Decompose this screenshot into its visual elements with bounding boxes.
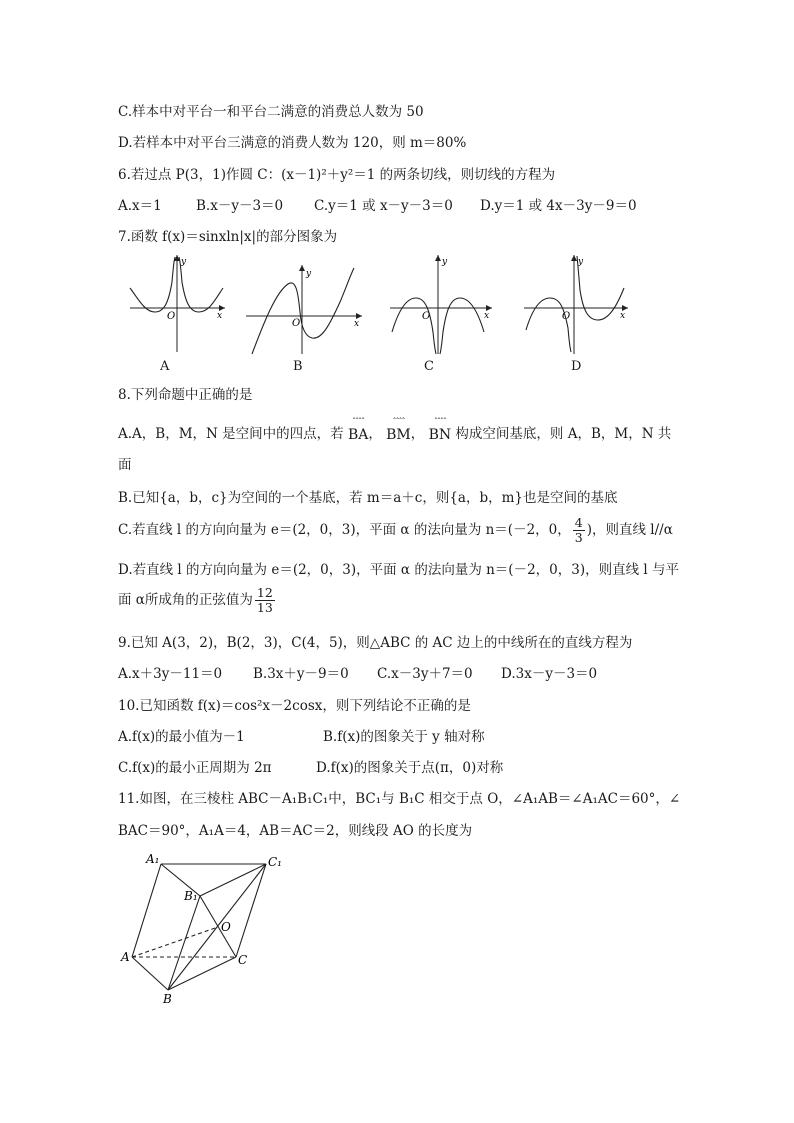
graph-label-c: C	[424, 359, 434, 374]
graph-label-b: B	[293, 359, 303, 374]
option-9d: D.3x－y－3＝0	[501, 666, 598, 682]
option-8c: C.若直线 l 的方向向量为 e＝(2，0，3)，平面 α 的法向量为 n＝(－2，0， $\frac{4}{3}$ )，则直线 l//α	[118, 515, 673, 545]
option-10c: C.f(x)的最小正周期为 2π	[118, 760, 272, 776]
option-9a: A.x＋3y－11＝0	[118, 666, 223, 682]
question-11: 11.如图，在三棱柱 ABC－A₁B₁C₁中，BC₁与 B₁C 相交于点 O，∠A₁AB＝∠A₁AC＝60°，∠	[118, 791, 681, 807]
svg-text:C₁: C₁	[268, 855, 282, 869]
svg-text:O: O	[221, 920, 231, 934]
option-8b: B.已知{a，b，c}为空间的一个基底，若 m＝a＋c，则{a，b，m}也是空间的基底	[118, 490, 618, 506]
vector-bm: ˆˆˆˆ BM	[386, 417, 411, 443]
graph-b	[244, 262, 364, 357]
option-10b: B.f(x)的图象关于 y 轴对称	[323, 729, 485, 745]
fraction-12-13: $\frac{12}{13}$	[256, 585, 273, 615]
question-10: 10.已知函数 f(x)＝cos²x－2cosx，则下列结论不正确的是	[118, 698, 471, 714]
svg-text:A: A	[121, 950, 130, 964]
svg-text:B: B	[163, 992, 172, 1006]
svg-text:O: O	[167, 311, 176, 322]
question-11-cont: BAC＝90°，A₁A＝4，AB＝AC＝2，则线段 AO 的长度为	[118, 823, 473, 839]
option-6b: B.x－y－3＝0	[196, 198, 284, 214]
option-10d: D.f(x)的图象关于点(π，0)对称	[316, 760, 504, 776]
svg-text:O: O	[562, 311, 571, 322]
vector-bn: ˆˆˆˆ BN	[428, 417, 452, 443]
option-8a-cont: 面	[118, 457, 132, 473]
svg-text:y: y	[306, 269, 312, 279]
fraction-4-3: $\frac{4}{3}$	[574, 515, 583, 545]
option-5c: C.样本中对平台一和平台二满意的消费总人数为 50	[118, 104, 424, 120]
svg-text:O: O	[422, 311, 431, 322]
graph-d	[522, 252, 632, 357]
option-5d: D.若样本中对平台三满意的消费人数为 120，则 m＝80%	[118, 135, 467, 151]
svg-text:C: C	[238, 953, 248, 967]
option-10a: A.f(x)的最小值为－1	[118, 729, 245, 745]
option-6a: A.x＝1	[118, 198, 162, 214]
graph-c	[388, 252, 496, 357]
prism-figure	[118, 850, 288, 1008]
question-7: 7.函数 f(x)＝sinxln|x|的部分图象为	[118, 229, 338, 245]
graph-label-a: A	[160, 359, 170, 374]
option-6d: D.y＝1 或 4x－3y－9＝0	[480, 198, 637, 214]
option-9c: C.x－3y＋7＝0	[377, 666, 473, 682]
svg-text:x: x	[217, 311, 223, 321]
svg-text:x: x	[354, 319, 360, 329]
option-9b: B.3x＋y－9＝0	[253, 666, 349, 682]
svg-text:y: y	[181, 257, 187, 267]
option-8d: D.若直线 l 的方向向量为 e＝(2，0，3)，平面 α 的法向量为 n＝(－2，0，3)，则直线 l 与平	[118, 562, 680, 578]
vector-ba: ˆˆˆˆ BA	[347, 417, 369, 443]
option-6c: C.y＝1 或 x－y－3＝0	[314, 198, 453, 214]
svg-text:x: x	[484, 311, 490, 321]
svg-text:B₁: B₁	[184, 889, 198, 903]
svg-text:y: y	[442, 257, 448, 267]
svg-text:A₁: A₁	[146, 852, 160, 866]
option-8d-cont: 面 α所成角的正弦值为 $\frac{12}{13}$	[118, 585, 273, 615]
svg-text:y: y	[578, 257, 584, 267]
option-8a: A.A，B，M，N 是空间中的四点，若 ˆˆˆˆ BA ， ˆˆˆˆ BM ， ˆˆˆˆ BN 构成空间基底，则 A，B，M，N 共	[118, 417, 672, 443]
svg-text:O: O	[292, 318, 301, 329]
graph-a	[125, 252, 230, 357]
graph-label-d: D	[571, 359, 582, 374]
svg-text:x: x	[620, 311, 626, 321]
question-9: 9.已知 A(3，2)，B(2，3)，C(4，5)，则△ABC 的 AC 边上的中线所在的直线方程为	[118, 635, 633, 651]
question-6: 6.若过点 P(3，1)作圆 C：(x－1)²＋y²＝1 的两条切线，则切线的方程为	[118, 167, 556, 183]
question-8: 8.下列命题中正确的是	[118, 387, 253, 403]
